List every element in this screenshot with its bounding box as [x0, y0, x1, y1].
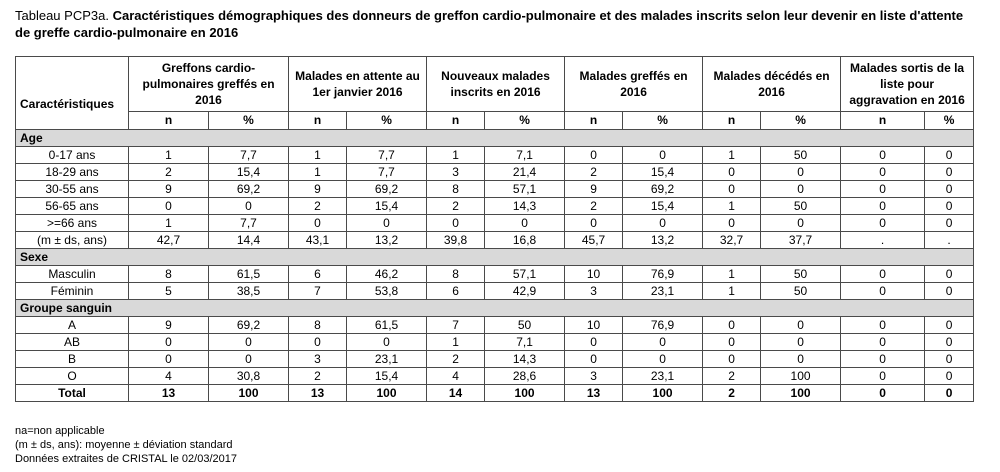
- table-cell: 57,1: [485, 266, 565, 283]
- table-cell: 100: [761, 368, 841, 385]
- section-row: [16, 249, 974, 266]
- table-row: [16, 232, 974, 249]
- table-cell: 13,2: [347, 232, 427, 249]
- table-cell: 0: [623, 351, 703, 368]
- row-label: A: [16, 317, 129, 334]
- table-cell: 8: [289, 317, 347, 334]
- demographics-table: [15, 56, 974, 402]
- table-cell: 100: [623, 385, 703, 402]
- table-cell: 0: [925, 385, 974, 402]
- table-cell: 0: [427, 215, 485, 232]
- section-title: Sexe: [16, 249, 974, 266]
- caption-title: Caractéristiques démographiques des donneurs de greffon cardio-pulmonaire et des malades inscrits selon leur devenir en liste d'attente de greffe cardio-pulmonaire en 2016: [15, 8, 964, 40]
- footnotes: [15, 424, 237, 466]
- table-cell: 9: [129, 181, 209, 198]
- table-cell: 7,7: [209, 147, 289, 164]
- table-cell: 21,4: [485, 164, 565, 181]
- subheader-cell: %: [623, 111, 703, 129]
- subheader-cell: %: [925, 111, 974, 129]
- table-row: [16, 164, 974, 181]
- group-header: Greffons cardio-pulmonaires greffés en 2016: [129, 57, 289, 112]
- table-row: [16, 283, 974, 300]
- table-cell: 0: [925, 266, 974, 283]
- table-cell: 16,8: [485, 232, 565, 249]
- subheader-cell: n: [129, 111, 209, 129]
- table-cell: 76,9: [623, 266, 703, 283]
- subheader-row: [16, 111, 974, 129]
- table-cell: 0: [209, 334, 289, 351]
- table-cell: 2: [703, 385, 761, 402]
- table-cell: 7,7: [347, 164, 427, 181]
- table-row: [16, 368, 974, 385]
- footnote: (m ± ds, ans): moyenne ± déviation standard: [15, 439, 233, 451]
- table-row: [16, 266, 974, 283]
- table-cell: 50: [485, 317, 565, 334]
- table-cell: 0: [841, 283, 925, 300]
- table-cell: 0: [925, 368, 974, 385]
- table-cell: 50: [761, 266, 841, 283]
- table-cell: 0: [841, 334, 925, 351]
- table-cell: 0: [841, 266, 925, 283]
- table-cell: 0: [703, 164, 761, 181]
- table-cell: 1: [427, 147, 485, 164]
- table-cell: 4: [129, 368, 209, 385]
- table-caption: [15, 7, 975, 41]
- table-cell: 6: [427, 283, 485, 300]
- table-cell: 50: [761, 147, 841, 164]
- table-cell: 0: [703, 351, 761, 368]
- table-cell: 69,2: [623, 181, 703, 198]
- table-cell: 5: [129, 283, 209, 300]
- table-cell: 14,3: [485, 198, 565, 215]
- table-cell: 100: [209, 385, 289, 402]
- table-cell: 30,8: [209, 368, 289, 385]
- table-cell: 2: [289, 198, 347, 215]
- table-cell: 15,4: [347, 368, 427, 385]
- group-header: Malades greffés en 2016: [565, 57, 703, 112]
- subheader-cell: n: [703, 111, 761, 129]
- row-label: O: [16, 368, 129, 385]
- table-cell: 50: [761, 283, 841, 300]
- table-cell: 43,1: [289, 232, 347, 249]
- table-row: [16, 198, 974, 215]
- table-cell: 3: [289, 351, 347, 368]
- table-cell: 0: [209, 351, 289, 368]
- table-cell: 50: [761, 198, 841, 215]
- subheader-cell: n: [565, 111, 623, 129]
- table-cell: 0: [565, 147, 623, 164]
- table-cell: 23,1: [623, 368, 703, 385]
- table-cell: 7: [427, 317, 485, 334]
- table-cell: 7: [289, 283, 347, 300]
- table-cell: 15,4: [623, 164, 703, 181]
- table-cell: 1: [129, 215, 209, 232]
- table-cell: 15,4: [347, 198, 427, 215]
- table-cell: 0: [925, 147, 974, 164]
- table-cell: 39,8: [427, 232, 485, 249]
- table-cell: 6: [289, 266, 347, 283]
- table-cell: 1: [703, 198, 761, 215]
- table-cell: 13: [129, 385, 209, 402]
- table-cell: 9: [129, 317, 209, 334]
- table-cell: 0: [623, 334, 703, 351]
- table-cell: 2: [703, 368, 761, 385]
- subheader-cell: n: [427, 111, 485, 129]
- table-cell: 42,9: [485, 283, 565, 300]
- table-cell: 76,9: [623, 317, 703, 334]
- row-label: >=66 ans: [16, 215, 129, 232]
- table-cell: 0: [841, 181, 925, 198]
- section-title: Age: [16, 130, 974, 147]
- table-cell: 0: [703, 215, 761, 232]
- row-label: Masculin: [16, 266, 129, 283]
- table-row: [16, 147, 974, 164]
- table-cell: 2: [129, 164, 209, 181]
- row-label: (m ± ds, ans): [16, 232, 129, 249]
- table-cell: 1: [427, 334, 485, 351]
- table-cell: 23,1: [623, 283, 703, 300]
- table-cell: 3: [565, 283, 623, 300]
- table-cell: 9: [565, 181, 623, 198]
- table-cell: 0: [841, 215, 925, 232]
- table-cell: 2: [427, 198, 485, 215]
- table-cell: 0: [485, 215, 565, 232]
- table-cell: 7,1: [485, 334, 565, 351]
- table-cell: 1: [129, 147, 209, 164]
- table-cell: 0: [129, 198, 209, 215]
- table-cell: 57,1: [485, 181, 565, 198]
- table-cell: 0: [761, 215, 841, 232]
- table-cell: 0: [925, 215, 974, 232]
- table-row: [16, 181, 974, 198]
- table-row: [16, 215, 974, 232]
- table-row: [16, 334, 974, 351]
- table-cell: 0: [565, 215, 623, 232]
- row-label: Féminin: [16, 283, 129, 300]
- table-cell: 100: [485, 385, 565, 402]
- table-cell: 2: [565, 164, 623, 181]
- table-cell: 46,2: [347, 266, 427, 283]
- table-cell: 14,4: [209, 232, 289, 249]
- table-cell: 100: [761, 385, 841, 402]
- row-label: B: [16, 351, 129, 368]
- table-cell: 0: [129, 334, 209, 351]
- table-row: [16, 317, 974, 334]
- table-cell: 14: [427, 385, 485, 402]
- table-cell: 0: [841, 385, 925, 402]
- table-cell: 61,5: [347, 317, 427, 334]
- row-label: AB: [16, 334, 129, 351]
- table-cell: 7,7: [209, 215, 289, 232]
- table-cell: 0: [841, 164, 925, 181]
- row-label: Total: [16, 385, 129, 402]
- group-header: Nouveaux malades inscrits en 2016: [427, 57, 565, 112]
- table-cell: 32,7: [703, 232, 761, 249]
- subheader-cell: %: [761, 111, 841, 129]
- table-cell: 0: [565, 351, 623, 368]
- table-cell: 0: [761, 181, 841, 198]
- table-cell: 0: [925, 351, 974, 368]
- table-cell: 0: [841, 317, 925, 334]
- table-cell: 0: [761, 164, 841, 181]
- subheader-cell: n: [841, 111, 925, 129]
- table-cell: 42,7: [129, 232, 209, 249]
- table-cell: 0: [347, 334, 427, 351]
- characteristics-header: Caractéristiques: [16, 57, 129, 130]
- row-label: 56-65 ans: [16, 198, 129, 215]
- table-cell: 0: [761, 334, 841, 351]
- table-cell: 0: [289, 334, 347, 351]
- table-cell: 3: [565, 368, 623, 385]
- table-cell: 15,4: [209, 164, 289, 181]
- subheader-cell: %: [485, 111, 565, 129]
- table-cell: 0: [841, 147, 925, 164]
- table-cell: 53,8: [347, 283, 427, 300]
- table-cell: 4: [427, 368, 485, 385]
- table-cell: 2: [427, 351, 485, 368]
- table-cell: 1: [703, 147, 761, 164]
- footnote: Données extraites de CRISTAL le 02/03/2017: [15, 453, 237, 465]
- table-cell: 0: [623, 215, 703, 232]
- table-cell: 69,2: [209, 317, 289, 334]
- table-cell: 2: [565, 198, 623, 215]
- table-cell: 7,1: [485, 147, 565, 164]
- table-cell: 1: [289, 147, 347, 164]
- table-cell: 0: [841, 368, 925, 385]
- table-cell: 38,5: [209, 283, 289, 300]
- table-cell: 0: [703, 334, 761, 351]
- table-cell: 8: [427, 266, 485, 283]
- table-cell: 0: [703, 181, 761, 198]
- section-row: [16, 300, 974, 317]
- table-cell: 1: [703, 266, 761, 283]
- table-cell: 3: [427, 164, 485, 181]
- table-cell: 0: [703, 317, 761, 334]
- row-label: 0-17 ans: [16, 147, 129, 164]
- table-body: [16, 130, 974, 402]
- table-cell: 2: [289, 368, 347, 385]
- section-title: Groupe sanguin: [16, 300, 974, 317]
- caption-label: Tableau PCP3a.: [15, 8, 109, 23]
- table-cell: 7,7: [347, 147, 427, 164]
- table-cell: 0: [925, 164, 974, 181]
- table-cell: 0: [289, 215, 347, 232]
- table-cell: 23,1: [347, 351, 427, 368]
- table-cell: 69,2: [209, 181, 289, 198]
- table-cell: 8: [129, 266, 209, 283]
- table-cell: 0: [925, 198, 974, 215]
- table-row: [16, 351, 974, 368]
- table-cell: 0: [925, 317, 974, 334]
- table-cell: 8: [427, 181, 485, 198]
- table-cell: 0: [761, 351, 841, 368]
- subheader-cell: n: [289, 111, 347, 129]
- group-header: Malades décédés en 2016: [703, 57, 841, 112]
- row-label: 30-55 ans: [16, 181, 129, 198]
- table-cell: 0: [925, 334, 974, 351]
- table-cell: 0: [565, 334, 623, 351]
- table-cell: 0: [129, 351, 209, 368]
- table-cell: 0: [347, 215, 427, 232]
- table-cell: 14,3: [485, 351, 565, 368]
- header-row: [16, 57, 974, 112]
- subheader-cell: %: [347, 111, 427, 129]
- table-cell: 0: [623, 147, 703, 164]
- table-cell: 13: [565, 385, 623, 402]
- table-cell: 69,2: [347, 181, 427, 198]
- table-cell: 13,2: [623, 232, 703, 249]
- table-cell: 0: [841, 351, 925, 368]
- table-cell: 0: [925, 181, 974, 198]
- table-cell: 37,7: [761, 232, 841, 249]
- group-header: Malades sortis de la liste pour aggravation en 2016: [841, 57, 974, 112]
- table-cell: 0: [925, 283, 974, 300]
- group-header: Malades en attente au 1er janvier 2016: [289, 57, 427, 112]
- table-cell: 15,4: [623, 198, 703, 215]
- total-row: [16, 385, 974, 402]
- table-cell: 0: [761, 317, 841, 334]
- table-cell: 1: [289, 164, 347, 181]
- table-cell: .: [841, 232, 925, 249]
- footnote: na=non applicable: [15, 425, 105, 437]
- table-cell: 1: [703, 283, 761, 300]
- table-cell: 0: [209, 198, 289, 215]
- table-cell: 61,5: [209, 266, 289, 283]
- table-cell: 0: [841, 198, 925, 215]
- table-cell: 100: [347, 385, 427, 402]
- table-cell: 45,7: [565, 232, 623, 249]
- row-label: 18-29 ans: [16, 164, 129, 181]
- section-row: [16, 130, 974, 147]
- subheader-cell: %: [209, 111, 289, 129]
- table-cell: .: [925, 232, 974, 249]
- table-cell: 9: [289, 181, 347, 198]
- table-cell: 13: [289, 385, 347, 402]
- table-cell: 10: [565, 317, 623, 334]
- table-cell: 28,6: [485, 368, 565, 385]
- table-cell: 10: [565, 266, 623, 283]
